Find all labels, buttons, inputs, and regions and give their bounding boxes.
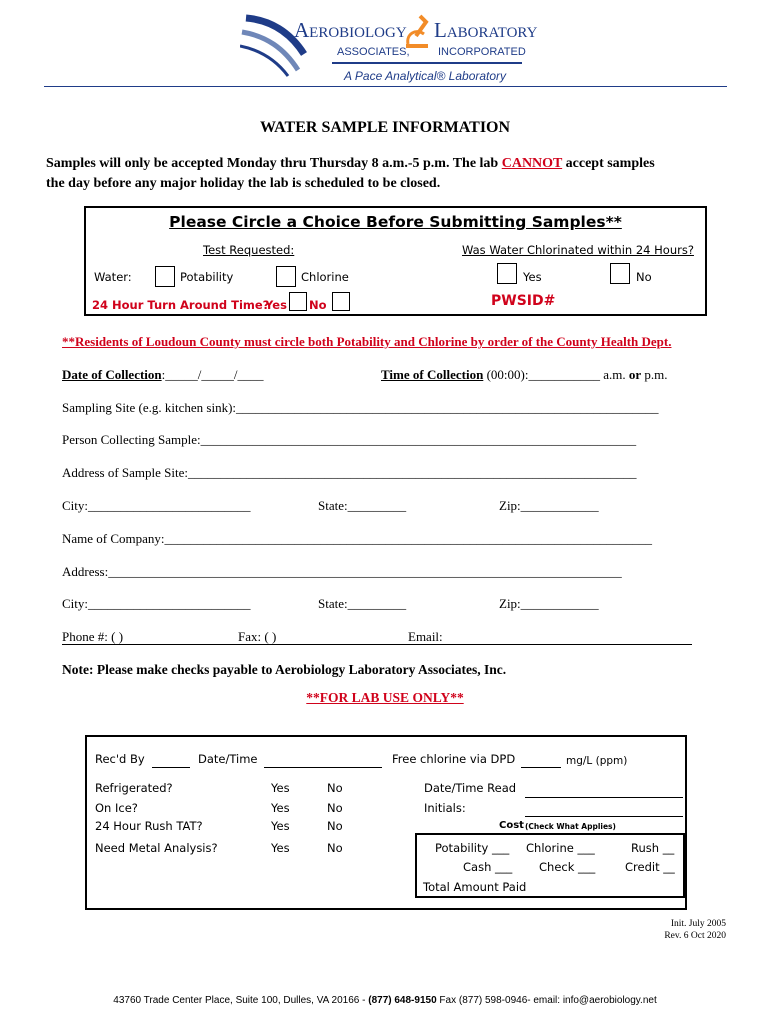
chlorinated-question: Was Water Chlorinated within 24 Hours? [462,243,694,257]
footer-part1: 43760 Trade Center Place, Suite 100, Dulles, VA 20166 - [113,995,369,1006]
city-field-1[interactable]: City:_________________________ [62,498,251,513]
cost-rush-label: Rush [631,841,660,855]
chlorinated-yes-checkbox[interactable] [497,263,517,284]
cost-chlorine[interactable]: Chlorine ___ [526,841,595,855]
rush-tat-no[interactable]: No [327,819,343,833]
notice-part1: Samples will only be accepted Monday thru Thursday 8 a.m.-5 p.m. The lab [46,156,502,171]
logo-name-right: Laboratory [434,18,538,42]
contact-line [62,644,692,645]
residents-note: **Residents of Loudoun County must circle both Potability and Chlorine by order of the County Health Dept. [62,334,672,349]
initials-label: Initials: [424,801,466,815]
turnaround-no-checkbox[interactable] [332,292,350,311]
sample-site-address-field[interactable]: Address of Sample Site:_____________________________________________________________________ [62,465,637,480]
date-time-read-blank[interactable] [525,797,683,798]
date-label: Date of Collection [62,367,162,382]
metal-analysis-no[interactable]: No [327,841,343,855]
metal-analysis-label: Need Metal Analysis? [95,841,218,855]
date-time-read-label: Date/Time Read [424,781,517,795]
time-label: Time of Collection [381,367,484,382]
refrigerated-label: Refrigerated? [95,781,173,795]
initials-blank[interactable] [525,816,683,817]
checks-note: Note: Please make checks payable to Aerobiology Laboratory Associates, Inc. [62,662,507,677]
total-amount-label: Total Amount Paid [423,880,527,894]
free-chlorine-blank[interactable] [521,767,561,768]
pwsid-label: PWSID# [491,293,556,309]
zip-field-2[interactable]: Zip:____________ [499,596,599,611]
cost-box [415,833,685,898]
turnaround-yes-checkbox[interactable] [289,292,307,311]
on-ice-no[interactable]: No [327,801,343,815]
email-field[interactable]: Email: [408,629,443,644]
sampling-site-field[interactable]: Sampling Site (e.g. kitchen sink):_________________________________________________________________ [62,400,659,415]
address-field[interactable]: Address:_______________________________________________________________________________ [62,564,622,579]
rush-tat-yes[interactable]: Yes [271,819,290,833]
free-chlorine-label: Free chlorine via DPD [392,752,516,766]
logo-name-left: Aerobiology [294,18,407,42]
potability-checkbox[interactable] [155,266,175,287]
choice-heading: Please Circle a Choice Before Submitting Samples** [169,213,622,231]
test-requested-label: Test Requested: [203,243,295,257]
notice [46,154,655,194]
page-title: WATER SAMPLE INFORMATION [259,119,511,136]
header-rule [44,86,727,87]
cost-chlorine-label: Chlorine [526,841,574,855]
turnaround-label: 24 Hour Turn Around Time? [92,298,270,312]
cost-cash[interactable]: Cash ___ [463,860,513,874]
zip-field-1[interactable]: Zip:____________ [499,498,599,513]
revision-info [664,918,726,942]
chlorine-checkbox[interactable] [276,266,296,287]
logo-sub-right: INCORPORATED [438,46,526,58]
date-of-collection-field[interactable] [62,367,263,383]
state-field-2[interactable]: State:_________ [318,596,407,611]
turnaround-no-label: No [309,298,327,312]
time-of-collection-field[interactable] [381,367,667,383]
chlorine-label: Chlorine [301,270,349,284]
time-blank[interactable]: (00:00):___________ a.m. [483,367,629,382]
footer-part2: Fax (877) 598-0946- email: info@aerobiology.net [436,995,657,1006]
potability-label: Potability [180,270,234,284]
logo-tagline: A Pace Analytical® Laboratory [344,69,507,83]
chlorinated-no-checkbox[interactable] [610,263,630,284]
cost-potability[interactable]: Potability ___ [435,841,510,855]
cost-potability-label: Potability [435,841,489,855]
state-field-1[interactable]: State:_________ [318,498,407,513]
cost-rush[interactable]: Rush __ [631,841,675,855]
on-ice-yes[interactable]: Yes [271,801,290,815]
lab-use-heading: **FOR LAB USE ONLY** [306,690,464,705]
water-label: Water: [94,270,132,284]
date-time-label: Date/Time [198,752,258,766]
cost-cash-label: Cash [463,860,492,874]
recd-by-label: Rec'd By [95,752,145,766]
footer-address [0,995,770,1006]
revision-rev: Rev. 6 Oct 2020 [664,931,726,941]
cost-credit[interactable]: Credit __ [625,860,675,874]
logo-underline [332,62,522,64]
refrigerated-no[interactable]: No [327,781,343,795]
logo [240,12,540,88]
lab-use-box [85,735,687,910]
notice-part2: accept samples [562,156,655,171]
microscope-icon [402,14,432,50]
notice-line2: the day before any major holiday the lab is scheduled to be closed. [46,176,441,191]
revision-init: Init. July 2005 [670,919,726,929]
logo-sub-left: ASSOCIATES, [337,46,410,58]
cost-label: Cost [499,820,524,831]
time-pm: p.m. [641,367,668,382]
phone-field[interactable]: Phone #: ( ) [62,629,124,644]
person-collecting-field[interactable]: Person Collecting Sample:___________________________________________________________________ [62,432,637,447]
time-or: or [628,367,642,382]
fax-field[interactable]: Fax: ( ) [238,629,277,644]
cost-note: (Check What Applies) [525,822,616,831]
choice-box [84,206,707,316]
notice-cannot: CANNOT [501,156,563,171]
date-time-blank[interactable] [264,767,382,768]
mgl-label: mg/L (ppm) [566,755,628,767]
city-field-2[interactable]: City:_________________________ [62,596,251,611]
cost-credit-label: Credit [625,860,660,874]
turnaround-yes-label: Yes [265,298,287,312]
recd-by-blank[interactable] [152,767,190,768]
footer-phone: (877) 648-9150 [368,995,437,1006]
chlorinated-yes-label: Yes [523,270,542,284]
refrigerated-yes[interactable]: Yes [271,781,290,795]
metal-analysis-yes[interactable]: Yes [271,841,290,855]
rush-tat-label: 24 Hour Rush TAT? [95,819,203,833]
company-name-field[interactable]: Name of Company:___________________________________________________________________________ [62,531,653,546]
on-ice-label: On Ice? [95,801,138,815]
chlorinated-no-label: No [636,270,652,284]
cost-check-label: Check [539,860,575,874]
date-blank[interactable]: :_____/_____/____ [161,367,264,382]
cost-check[interactable]: Check ___ [539,860,596,874]
